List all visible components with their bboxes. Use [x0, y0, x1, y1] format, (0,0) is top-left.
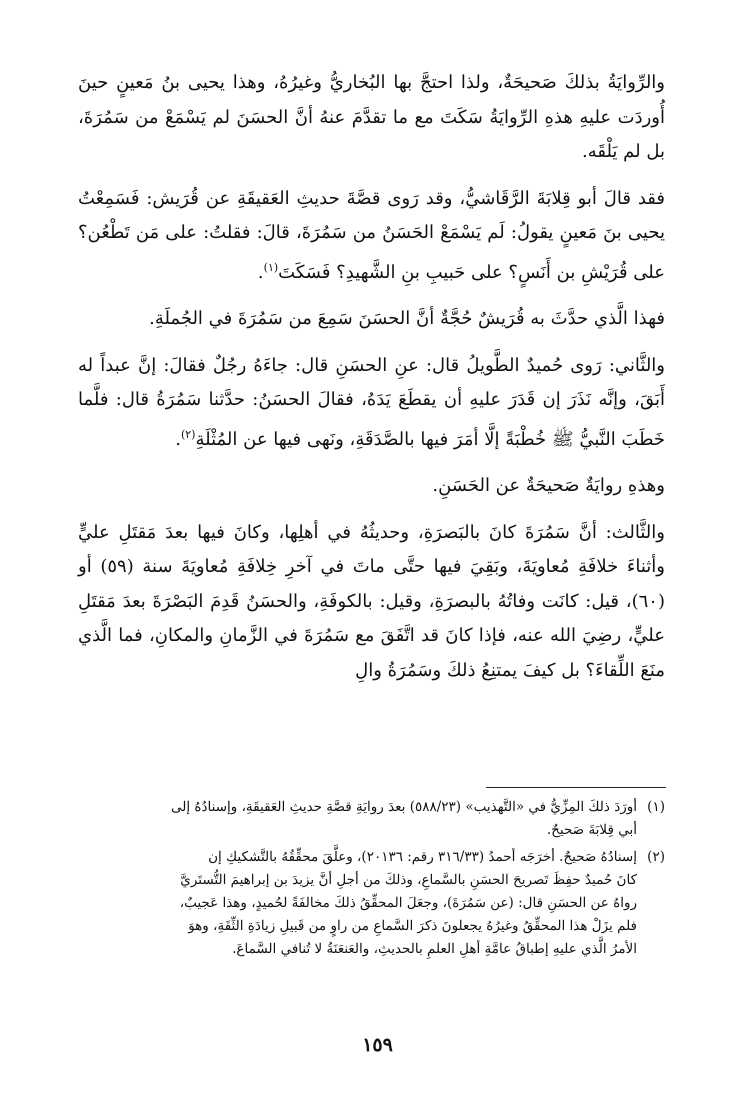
footnotes [78, 796, 665, 965]
paragraph-4-text: والثَّاني: رَوى حُميدٌ الطَّويلُ قال: عنِ الحسَنِ قال: جاءَهُ رجُلٌ فقالَ: إنَّ عبداً له أَبَقَ، وإنَّه نَذَرَ إن قَدَرَ عليهِ أن يقطَعَ يَدَهُ، فقالَ الحسَنُ: حدَّثنا سَمُرَةُ قال: فلَّما خَطَبَ النَّبيُّ ﷺ خُطْبَةً إلَّا أمَرَ فيها بالصَّدَقَةِ، ونَهى فيها عن المُثْلَةِ [78, 354, 665, 450]
footnote-line: رواهُ عن الحسَنِ قال: (عن سَمُرَةَ)، وجعَلَ المحقِّقُ ذلكَ مخالفَةً لحُميدٍ، وهذا عَجيبٌ، [179, 895, 637, 911]
paragraph-5: وهذهِ روايَةٌ صَحيحَةٌ عن الحَسَنِ. [432, 475, 665, 496]
footnote-1 [78, 796, 665, 842]
footnote-line: إسنادُهُ صَحيحٌ. أخرَجَه أحمدُ (٣١٦/٣٣ رقم: ٢٠١٣٦)، وعلَّقَ محقِّقُهُ بالتَّشكيكِ إن [208, 849, 637, 865]
footnote-number: (١) [647, 799, 665, 815]
footnote-divider [486, 787, 666, 788]
footnote-line: الأمرُ الَّذي عليهِ إطباقُ عامَّةِ أهلِ العلمِ بالحديثِ، والعَنعَنَةُ لا تُنافي السَّماعَ. [232, 941, 637, 957]
paragraph-2: فقد قالَ أبو قِلابَةَ الرَّقَاشيُّ، وقد رَوى قصَّةَ حديثِ العَقيقَةِ عن قُرَيش: فَسَمِعْتُ يحيى بنَ مَعينٍ يقولُ: لَم يَسْمَعْ الحَسَنُ من سَمُرَةَ، قالَ: فقلتُ: على مَن تَطْعُن؟ على قُرَيْشِ بن أَنَسٍ؟ على حَبيبِ بنِ الشَّهيدِ؟ فَسَكَتَ$^{(١)}$. [78, 187, 665, 283]
footnote-text [78, 846, 637, 961]
paragraph-1: والرِّوايَةُ بذلكَ صَحيحَةٌ، ولذا احتجَّ بها البُخاريُّ وغيرُهُ، وهذا يحيى بنُ مَعينٍ حينَ أُوردَت عليهِ هذهِ الرِّوايَةُ سَكَتَ مع ما تقدَّمَ عنهُ أنَّ الحسَنَ لم يَسْمَعْ من سَمُرَةَ، بل لم يَلْقَه. [78, 72, 665, 162]
footnote-line: كانَ حُميدٌ حفِظَ تَصريحَ الحسَنِ بالسَّماعِ، وذلكَ من أجلِ أنَّ يزيدَ بن إبراهيمَ التُّستَريَّ [180, 872, 637, 888]
paragraph-4: والثَّاني: رَوى حُميدٌ الطَّويلُ قال: عنِ الحسَنِ قال: جاءَهُ رجُلٌ فقالَ: إنَّ عبداً له أَبَقَ، وإنَّه نَذَرَ إن قَدَرَ عليهِ أن يقطَعَ يَدَهُ، فقالَ الحسَنُ: حدَّثنا سَمُرَةُ قال: فلَّما خَطَبَ النَّبيُّ ﷺ خُطْبَةً إلَّا أمَرَ فيها بالصَّدَقَةِ، ونَهى فيها عن المُثْلَةِ$^{(٢)}$. [78, 354, 665, 450]
footnote-text [78, 796, 637, 842]
page-number: ١٥٩ [362, 1034, 393, 1056]
paragraph-6: والثَّالث: أنَّ سَمُرَةَ كانَ بالبَصرَةِ، وحديثُهُ في أهلِها، وكانَ فيها بعدَ مَقتَلِ عليٍّ وأثناءَ خلافَةِ مُعاويَةَ، وبَقِيَ فيها حتَّى ماتَ في آخرِ خِلافَةِ مُعاويَةَ سنة (٥٩) أو (٦٠)، قيل: كانَت وفاتُهُ بالبصرَةِ، وقيل: بالكوفَةِ، والحسَنُ قَدِمَ البَصْرَةَ بعدَ مَقتَلِ عليٍّ، رضِيَ الله عنه، فإذا كانَ قد اتَّفَقَ مع سَمُرَةَ في الزَّمانِ والمكانِ، فما الَّذي منَعَ اللِّقاءَ؟ بل كيفَ يمتنِعُ ذلكَ وسَمُرَةُ والِ [78, 521, 665, 681]
footnote-line: فلم يزَلْ هذا المحقِّقُ وغيرُهُ يجعلونَ ذكرَ السَّماعِ من راوٍ من قَبيلِ زيادَةِ الثِّقَةِ، وهوَ [188, 918, 637, 934]
paragraph-3: فهذا الَّذي حدَّثَ به قُرَيشٌ حُجَّةٌ أنَّ الحسَنَ سَمِعَ من سَمُرَةَ في الجُملَةِ. [149, 308, 665, 329]
footnote-2 [78, 846, 665, 961]
footnote-ref-1: (١) [263, 260, 279, 274]
footnote-line: أورَدَ ذلكَ المِزِّيُّ في «التَّهذيب» (٥٨٨/٢٣) بعدَ روايَةِ قصَّةِ حديثِ العَقيقَةِ، وإسنادُهُ إلى [171, 799, 637, 815]
footnote-ref-2: (٢) [180, 427, 196, 441]
main-text [78, 66, 665, 700]
footnote-number: (٢) [647, 849, 665, 865]
footnote-line: أبي قِلابَةَ صَحيحٌ. [546, 822, 637, 838]
paragraph-2-text: فقد قالَ أبو قِلابَةَ الرَّقَاشيُّ، وقد رَوى قصَّةَ حديثِ العَقيقَةِ عن قُرَيش: فَسَمِعْتُ يحيى بنَ مَعينٍ يقولُ: لَم يَسْمَعْ الحَسَنُ من سَمُرَةَ، قالَ: فقلتُ: على مَن تَطْعُن؟ على قُرَيْشِ بن أَنَسٍ؟ على حَبيبِ بنِ الشَّهيدِ؟ فَسَكَتَ [78, 187, 665, 283]
